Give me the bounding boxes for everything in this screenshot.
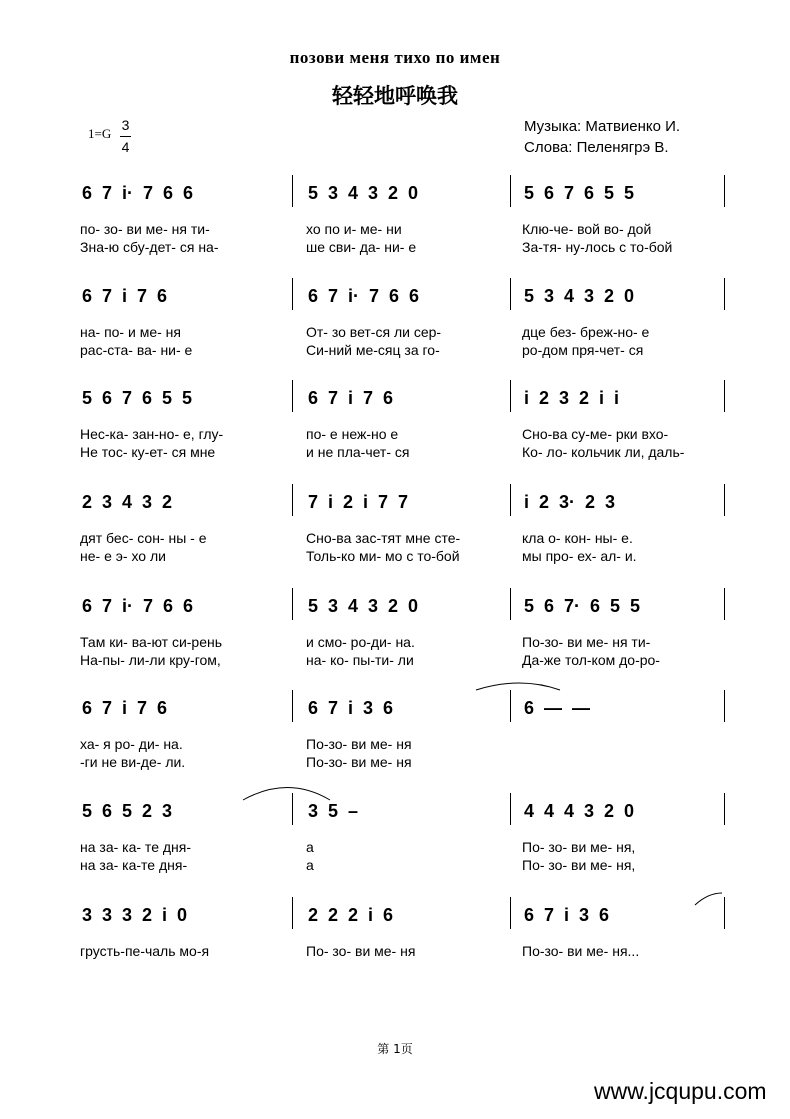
lyric-line-1: дят бес- сон- ны - е xyxy=(80,530,207,546)
time-signature-top: 3 xyxy=(121,117,130,133)
measure-notes: 5 3 4 3 2 0 xyxy=(308,596,419,616)
measure-notes: 5 3 4 3 2 0 xyxy=(524,286,635,306)
measure-notes: 5 6 7 6 5 5 xyxy=(82,388,193,408)
measure-notes: 6 7 i· 7 6 6 xyxy=(308,286,420,306)
page-number: 第 1页 xyxy=(377,1042,413,1056)
lyric-line-2: По-зо- ви ме- ня xyxy=(306,754,412,770)
lyric-line-2: рас-ста- ва- ни- е xyxy=(80,342,193,358)
lyric-line-1: Нес-ка- зан-но- е, глу- xyxy=(80,426,224,442)
measure-notes: 2 2 2 i 6 xyxy=(308,905,394,925)
lyric-line-2: ро-дом пря-чет- ся xyxy=(522,342,644,358)
lyric-line-2: ше сви- да- ни- е xyxy=(306,239,417,255)
measure-notes: 5 3 4 3 2 0 xyxy=(308,183,419,203)
measure-notes: 5 6 5 2 3 xyxy=(82,801,173,821)
lyric-line-1: а xyxy=(306,839,314,855)
lyric-line-1: по- зо- ви ме- ня ти- xyxy=(80,221,210,237)
lyric-line-1: По-зо- ви ме- ня... xyxy=(522,943,640,959)
lyric-line-1: на- по- и ме- ня xyxy=(80,324,181,340)
lyric-line-2: За-тя- ну-лось с то-бой xyxy=(522,239,673,255)
site-watermark: www.jcqupu.com xyxy=(594,1078,767,1104)
measure-notes: 5 6 7 6 5 5 xyxy=(524,183,635,203)
lyric-line-2: Си-ний ме-сяц за го- xyxy=(306,342,440,358)
lyric-line-1: По-зо- ви ме- ня ти- xyxy=(522,634,651,650)
measure-notes: 6 7 i 3 6 xyxy=(524,905,610,925)
measure-notes: 6 7 i· 7 6 6 xyxy=(82,183,194,203)
lyric-line-1: и смо- ро-ди- на. xyxy=(306,634,415,650)
lyric-line-2: -ги не ви-де- ли. xyxy=(80,754,186,770)
lyric-line-2: мы про- ех- ал- и. xyxy=(522,548,637,564)
measure-notes: 6 — — xyxy=(524,698,591,718)
slur-tie xyxy=(243,788,330,801)
lyric-line-1: По- зо- ви ме- ня xyxy=(306,943,416,959)
lyric-line-2: По- зо- ви ме- ня, xyxy=(522,857,636,873)
lyric-line-2: На-пы- ли-ли кру-гом, xyxy=(80,652,221,668)
lyric-line-2: а xyxy=(306,857,314,873)
time-signature-bottom: 4 xyxy=(121,139,130,155)
measure-notes: 4 4 4 3 2 0 xyxy=(524,801,635,821)
lyric-line-2: на- ко- пы-ти- ли xyxy=(306,652,414,668)
lyric-line-1: По- зо- ви ме- ня, xyxy=(522,839,636,855)
lyric-line-1: хо по и- ме- ни xyxy=(306,221,402,237)
lyric-line-1: Клю-че- вой во- дой xyxy=(522,221,652,237)
measure-notes: 5 6 7· 6 5 5 xyxy=(524,596,641,616)
song-title-russian: позови меня тихо по имен xyxy=(289,48,501,67)
measure-notes: 2 3 4 3 2 xyxy=(82,492,173,512)
lyric-line-2: Да-же тол-ком до-ро- xyxy=(522,652,660,668)
lyric-line-1: на за- ка- те дня- xyxy=(80,839,192,855)
lyric-line-1: ха- я ро- ди- на. xyxy=(80,736,183,752)
lyric-line-2: на за- ка-те дня- xyxy=(80,857,188,873)
measure-notes: 3 5 – xyxy=(308,801,359,821)
lyric-line-2: и не пла-чет- ся xyxy=(306,444,410,460)
lyric-line-1: Там ки- ва-ют си-рень xyxy=(80,634,223,650)
lyric-line-2: Зна-ю сбу-дет- ся на- xyxy=(80,239,219,255)
measure-notes: 6 7 i 7 6 xyxy=(308,388,394,408)
lyric-line-1: Сно-ва зас-тят мне сте- xyxy=(306,530,461,546)
lyric-line-1: Сно-ва су-ме- рки вхо- xyxy=(522,426,669,442)
measure-notes: 7 i 2 i 7 7 xyxy=(308,492,409,512)
measure-notes: 6 7 i 7 6 xyxy=(82,698,168,718)
slur-tie xyxy=(476,683,560,690)
measure-notes: 6 7 i 3 6 xyxy=(308,698,394,718)
lyric-line-2: Ко- ло- кольчик ли, даль- xyxy=(522,444,685,460)
lyric-line-2: Толь-ко ми- мо с то-бой xyxy=(306,548,460,564)
lyric-line-1: по- е неж-но е xyxy=(306,426,399,442)
lyric-line-1: грусть-пе-чаль мо-я xyxy=(80,943,210,959)
measure-notes: i 2 3 2 i i xyxy=(524,388,620,408)
measure-notes: i 2 3· 2 3 xyxy=(524,492,616,512)
key-signature: 1=G xyxy=(88,126,112,141)
lyric-line-1: кла о- кон- ны- е. xyxy=(522,530,633,546)
measure-notes: 6 7 i· 7 6 6 xyxy=(82,596,194,616)
slur-tie xyxy=(695,893,722,905)
measure-notes: 6 7 i 7 6 xyxy=(82,286,168,306)
composer-credit: Музыка: Матвиенко И. xyxy=(524,118,681,135)
lyric-line-2: Не тос- ку-ет- ся мне xyxy=(80,444,216,460)
song-title-chinese: 轻轻地呼唤我 xyxy=(332,83,458,108)
lyric-line-1: От- зо вет-ся ли сер- xyxy=(306,324,442,340)
lyric-line-2: не- е э- хо ли xyxy=(80,548,166,564)
lyric-line-1: дце без- бреж-но- е xyxy=(522,324,650,340)
lyric-line-1: По-зо- ви ме- ня xyxy=(306,736,412,752)
lyricist-credit: Слова: Пеленягрэ В. xyxy=(524,139,669,156)
measure-notes: 3 3 3 2 i 0 xyxy=(82,905,188,925)
